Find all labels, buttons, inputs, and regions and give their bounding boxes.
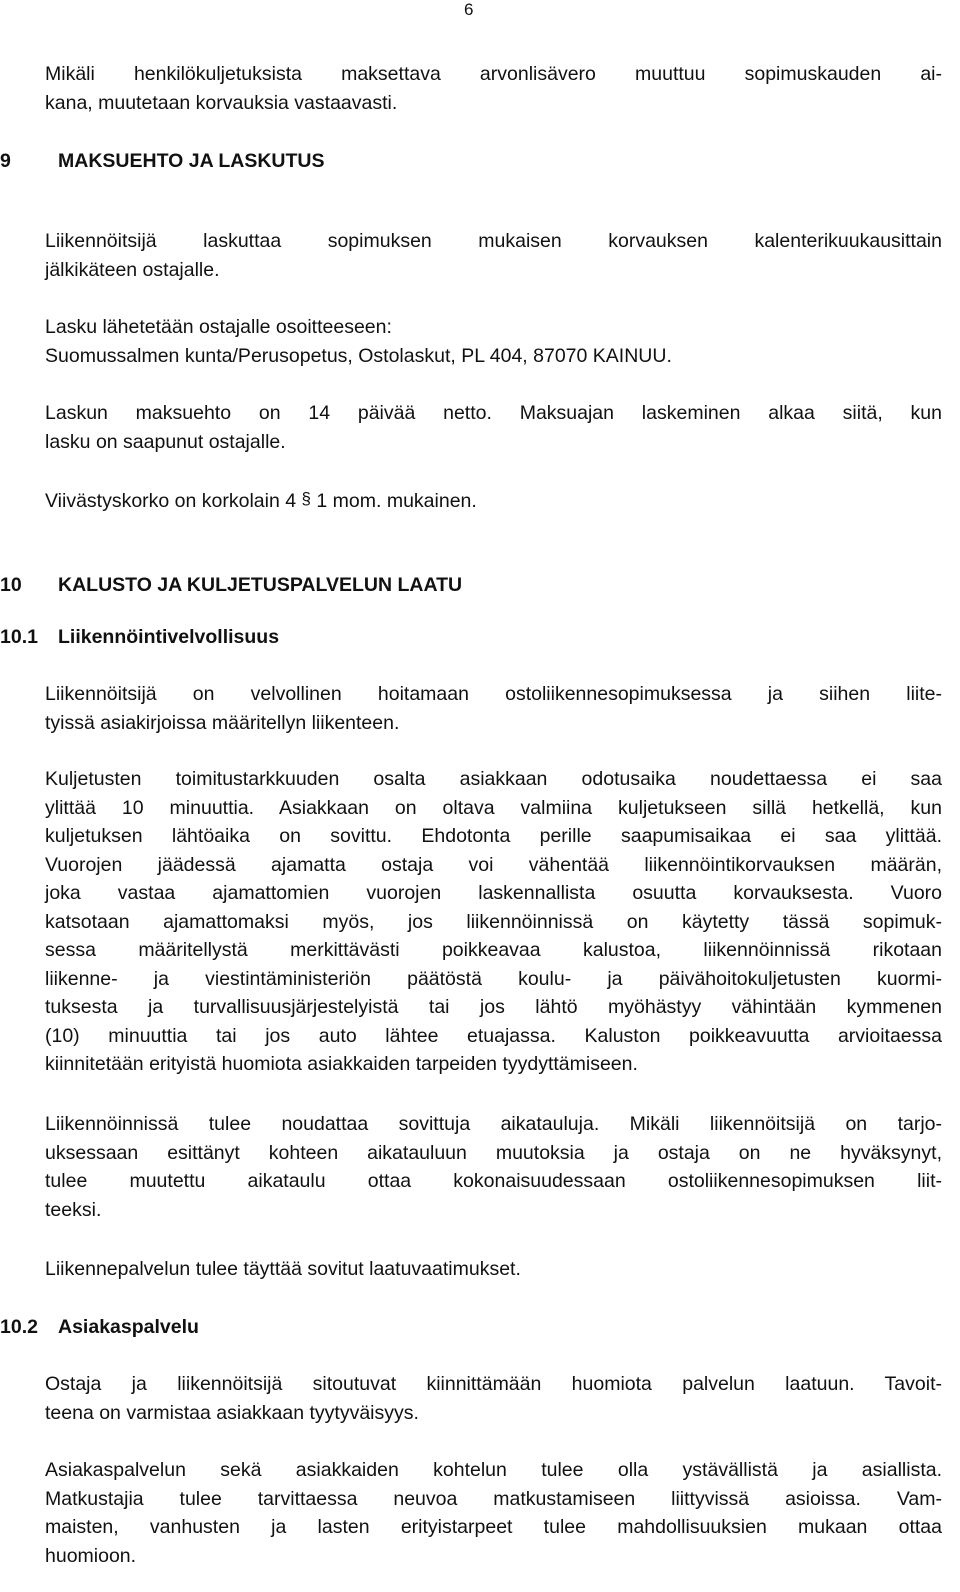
text-line: Lasku lähetetään ostajalle osoitteeseen:: [45, 316, 392, 338]
text-line: kiinnitetään erityistä huomiota asiakkaiden tarpeiden tyydyttämiseen.: [45, 1053, 638, 1075]
paragraph-duty: [45, 680, 942, 737]
paragraph-payment-terms: [45, 399, 942, 456]
text-line: uksessaan esittänyt kohteen aikatauluun muutoksia ja ostaja on ne hyväksynyt,: [45, 1141, 942, 1164]
text-line: kana, muutetaan korvauksia vastaavasti.: [45, 91, 398, 114]
text-line: Suomussalmen kunta/Perusopetus, Ostolaskut, PL 404, 87070 KAINUU.: [45, 344, 672, 367]
text-line: Kuljetusten toimitustarkkuuden osalta asiakkaan odotusaika noudettaessa ei saa: [45, 768, 942, 790]
paragraph-customer-service: [45, 1456, 942, 1570]
text-line: Matkustajia tulee tarvittaessa neuvoa matkustamiseen liittyvissä asioissa. Vam-: [45, 1487, 942, 1510]
text-line: Ostaja ja liikennöitsijä sitoutuvat kiinnittämään huomiota palvelun laatuun. Tavoit-: [45, 1373, 942, 1395]
text-line: teeksi.: [45, 1198, 102, 1221]
heading-section-10-2: [0, 1313, 199, 1341]
page-number: 6: [464, 0, 474, 19]
text-line: jälkikäteen ostajalle.: [45, 258, 220, 281]
text-line: tyissä asiakirjoissa määritellyn liikenteen.: [45, 711, 400, 734]
paragraph-interest: [45, 485, 942, 516]
text-line: Asiakaspalvelun sekä asiakkaiden kohtelun tulee olla ystävällistä ja asiallista.: [45, 1459, 942, 1481]
text-line: joka vastaa ajamattomien vuorojen laskennallista osuutta korvauksesta. Vuoro: [45, 882, 942, 904]
text-line: Liikennöinnissä tulee noudattaa sovittuja aikatauluja. Mikäli liikennöitsijä on tarjo-: [45, 1113, 942, 1135]
text-line: katsotaan ajamattomaksi myös, jos liikennöinnissä on käytetty tässä sopimuk-: [45, 910, 942, 933]
text-line: maisten, vanhusten ja lasten erityistarpeet tulee mahdollisuuksien mukaan ottaa: [45, 1516, 942, 1538]
text-line: teena on varmistaa asiakkaan tyytyväisyys.: [45, 1401, 419, 1424]
interest-text-after: 1 mom. mukainen.: [310, 490, 477, 512]
heading-section-10: [0, 571, 462, 599]
heading-section-9: [0, 147, 325, 175]
text-line: ylittää 10 minuuttia. Asiakkaan on oltava valmiina kuljetukseen sillä hetkellä, kun: [45, 796, 942, 819]
text-line: Liikennöitsijä on velvollinen hoitamaan ostoliikennesopimuksessa ja siihen liite-: [45, 683, 942, 705]
interest-text-before: Viivästyskorko on korkolain 4: [45, 490, 302, 512]
text-line: (10) minuuttia tai jos auto lähtee etuajassa. Kaluston poikkeavuutta arvioitaessa: [45, 1024, 942, 1047]
text-line: huomioon.: [45, 1544, 137, 1567]
paragraph-punctuality: [45, 765, 942, 1079]
text-line: liikenne- ja viestintäministeriön päätöstä koulu- ja päivähoitokuljetusten kuormi-: [45, 967, 942, 990]
section-number: 10: [0, 574, 22, 596]
paragraph-billing: [45, 227, 942, 284]
section-title: MAKSUEHTO JA LASKUTUS: [58, 150, 325, 172]
section-number: 9: [0, 150, 11, 172]
heading-section-10-1: [0, 623, 279, 651]
text-line: tulee muutettu aikataulu ottaa kokonaisuudessaan ostoliikennesopimuksen liit-: [45, 1170, 942, 1192]
section-title: Asiakaspalvelu: [58, 1316, 199, 1338]
text-line: sessa määritellystä merkittävästi poikkeavaa kalustoa, liikennöinnissä rikotaan: [45, 939, 942, 961]
text-line: tuksesta ja turvallisuusjärjestelyistä tai jos lähtö myöhästyy vähintään kymmenen: [45, 996, 942, 1018]
paragraph-address: [45, 313, 942, 370]
text-line: lasku on saapunut ostajalle.: [45, 430, 286, 453]
text-line: Liikennepalvelun tulee täyttää sovitut laatuvaatimukset.: [45, 1258, 521, 1280]
text-line: Vuorojen jäädessä ajamatta ostaja voi vähentää liikennöintikorvauksen määrän,: [45, 853, 942, 876]
text-line: Laskun maksuehto on 14 päivää netto. Maksuajan laskeminen alkaa siitä, kun: [45, 402, 942, 424]
paragraph-schedule: [45, 1110, 942, 1224]
paragraph-quality: [45, 1255, 942, 1284]
section-number: 10.2: [0, 1316, 38, 1338]
section-title: KALUSTO JA KULJETUSPALVELUN LAATU: [58, 574, 463, 596]
paragraph-commitment: [45, 1370, 942, 1427]
paragraph-vat: [45, 60, 942, 117]
section-number: 10.1: [0, 626, 38, 648]
text-line: Mikäli henkilökuljetuksista maksettava arvonlisävero muuttuu sopimuskauden ai-: [45, 63, 942, 85]
section-sign: §: [301, 489, 311, 508]
section-title: Liikennöintivelvollisuus: [58, 626, 280, 648]
text-line: Liikennöitsijä laskuttaa sopimuksen mukaisen korvauksen kalenterikuukausittain: [45, 230, 942, 252]
text-line: [45, 485, 942, 516]
text-line: kuljetuksen lähtöaika on sovittu. Ehdotonta perille saapumisaikaa ei saa ylittää.: [45, 825, 942, 847]
